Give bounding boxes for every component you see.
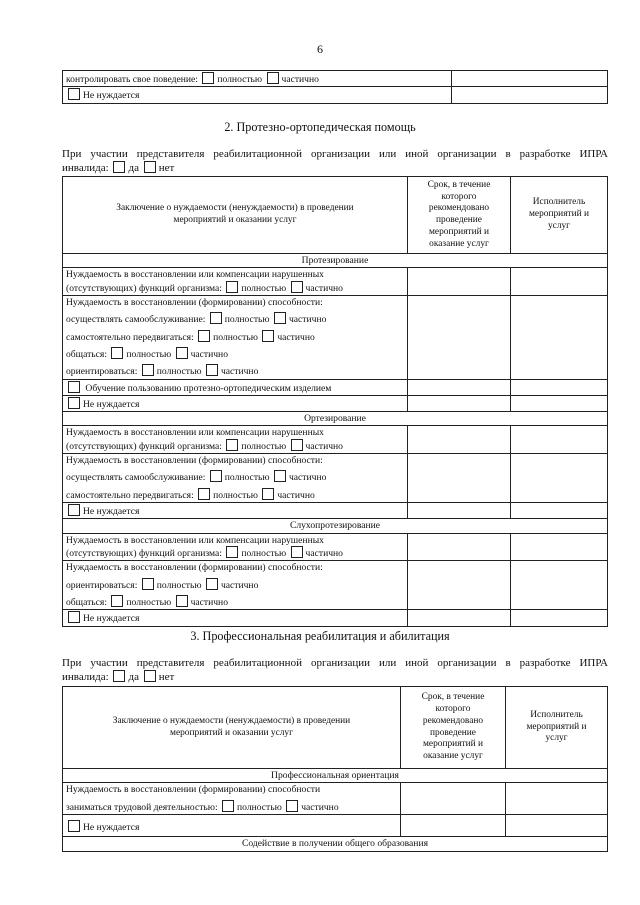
training-label: Обучение пользованию протезно-ортопедическим изделием [85, 382, 332, 394]
training-checkbox[interactable] [68, 381, 80, 393]
header-row [63, 687, 608, 769]
partial-label: частично [305, 282, 343, 294]
section2-intro-line1: При участии представителя реабилитационной организации или иной организации в разработке ИПРА [62, 148, 608, 160]
not-needed-checkbox[interactable] [68, 397, 80, 409]
header-executor-text: Исполнитель мероприятий и услуг [529, 197, 589, 231]
section3-heading: 3. Профессиональная реабилитация и абилитация [190, 629, 450, 643]
table-row [63, 503, 608, 519]
full-label: полностью [213, 331, 258, 343]
header-term [401, 687, 506, 769]
compensation-line2: (отсутствующих) функций организма: [66, 282, 222, 294]
partial-checkbox[interactable] [291, 439, 303, 451]
self-service-label: осуществлять самообслуживание: [66, 472, 206, 484]
not-needed-cell [63, 610, 408, 626]
table-row [63, 561, 608, 610]
yes-label: да [128, 162, 139, 175]
header-executor [506, 687, 608, 769]
not-needed-label: Не нуждается [83, 613, 140, 625]
partial-label: частично [281, 74, 319, 85]
training-cell [63, 379, 408, 395]
partial-label: частично [305, 547, 343, 559]
empty-cell [408, 268, 511, 296]
table-row [63, 395, 608, 411]
empty-cell [401, 814, 506, 836]
empty-cell [408, 533, 511, 561]
not-needed-checkbox[interactable] [68, 88, 80, 100]
partial-checkbox[interactable] [176, 595, 188, 607]
partial-label: частично [190, 348, 228, 360]
table-row [63, 295, 608, 379]
abilities-line1: Нуждаемость в восстановлении (формировании) способности: [66, 296, 323, 308]
header-conclusion [63, 687, 401, 769]
full-checkbox[interactable] [111, 595, 123, 607]
partial-label: частично [220, 366, 259, 378]
section2-intro-line2: инвалида: [62, 162, 109, 175]
subsection-row [63, 837, 608, 851]
no-label: нет [158, 162, 175, 175]
self-service-label: осуществлять самообслуживание: [66, 314, 206, 326]
partial-checkbox[interactable] [291, 546, 303, 558]
orthotics-abilities-cell [63, 454, 408, 503]
full-checkbox[interactable] [142, 364, 154, 376]
partial-checkbox[interactable] [274, 312, 286, 324]
partial-checkbox[interactable] [176, 347, 188, 359]
full-label: полностью [217, 74, 263, 85]
compensation-line2: (отсутствующих) функций организма: [66, 547, 222, 559]
hearing-title: Слухопротезирование [63, 519, 608, 533]
abilities-line1: Нуждаемость в восстановлении (формировании) способности: [66, 562, 323, 574]
empty-cell [452, 71, 608, 87]
full-checkbox[interactable] [222, 800, 234, 812]
behavior-label: контролировать свое поведение: [66, 74, 198, 85]
not-needed-label: Не нуждается [83, 821, 140, 833]
empty-cell [408, 295, 511, 379]
full-label: полностью [156, 366, 202, 378]
partial-checkbox[interactable] [262, 330, 274, 342]
behavior-cell [63, 71, 452, 87]
header-executor-text: Исполнитель мероприятий и услуг [526, 709, 587, 744]
partial-label: частично [277, 489, 315, 501]
abilities-line1: Нуждаемость в восстановлении (формировании) способности: [66, 455, 323, 467]
partial-label: частично [301, 801, 339, 813]
full-label: полностью [224, 472, 270, 484]
labor-label: заниматься трудовой деятельностью: [66, 801, 218, 813]
no-checkbox[interactable] [144, 161, 156, 173]
section3-intro [62, 657, 608, 685]
table-row [63, 87, 608, 103]
table-row [63, 426, 608, 454]
partial-label: частично [288, 314, 327, 326]
section2-intro [62, 148, 608, 176]
abilities-line1: Нуждаемость в восстановлении (формировании) способности [66, 784, 321, 796]
header-conclusion-text: Заключение о нуждаемости (ненуждаемости) в проведении мероприятий и оказании услуг [116, 203, 354, 225]
full-label: полностью [241, 282, 287, 294]
labor-cell [63, 783, 401, 815]
empty-cell [511, 533, 608, 561]
not-needed-checkbox[interactable] [68, 611, 80, 623]
table-row [63, 268, 608, 296]
empty-cell [408, 561, 511, 610]
not-needed-label: Не нуждается [83, 506, 140, 517]
full-checkbox[interactable] [198, 488, 210, 500]
empty-cell [408, 395, 511, 411]
empty-cell [511, 379, 608, 395]
compensation-line2: (отсутствующих) функций организма: [66, 440, 222, 452]
not-needed-checkbox[interactable] [68, 504, 80, 516]
compensation-line1: Нуждаемость в восстановлении или компенсации нарушенных [66, 269, 324, 281]
empty-cell [511, 395, 608, 411]
hearing-abilities-cell [63, 561, 408, 610]
move-label: самостоятельно передвигаться: [66, 331, 194, 343]
full-label: полностью [156, 579, 202, 591]
partial-checkbox[interactable] [274, 470, 286, 482]
empty-cell [511, 561, 608, 610]
not-needed-cell [63, 503, 408, 519]
full-label: полностью [241, 547, 287, 559]
yes-label: да [128, 671, 139, 684]
empty-cell [506, 783, 608, 815]
section2-heading: 2. Протезно-ортопедическая помощь [224, 120, 416, 134]
partial-label: частично [277, 331, 315, 343]
section3-intro-line2: инвалида: [62, 671, 109, 684]
prosthetics-abilities-cell [63, 295, 408, 379]
full-checkbox[interactable] [226, 281, 238, 293]
full-label: полностью [224, 314, 270, 326]
header-executor [511, 177, 608, 254]
prosthetics-compensation-cell [63, 268, 408, 296]
partial-checkbox[interactable] [291, 281, 303, 293]
header-term [408, 177, 511, 254]
full-checkbox[interactable] [226, 546, 238, 558]
empty-cell [408, 610, 511, 626]
communicate-label: общаться: [66, 596, 107, 608]
subsection-row [63, 769, 608, 783]
communicate-label: общаться: [66, 348, 107, 360]
orthotics-title: Ортезирование [63, 412, 608, 426]
full-label: полностью [237, 801, 282, 813]
not-needed-cell [63, 814, 401, 836]
section2-table [62, 176, 608, 627]
no-checkbox[interactable] [144, 670, 156, 682]
partial-label: частично [305, 440, 343, 452]
compensation-line1: Нуждаемость в восстановлении или компенсации нарушенных [66, 427, 324, 439]
subsection-row [63, 412, 608, 426]
empty-cell [408, 454, 511, 503]
not-needed-label: Не нуждается [83, 398, 140, 410]
full-checkbox[interactable] [142, 578, 154, 590]
header-term-text: Срок, в течение которого рекомендовано проведение мероприятий и оказание услуг [427, 179, 491, 249]
page-number: 6 [317, 42, 323, 56]
compensation-line1: Нуждаемость в восстановлении или компенсации нарушенных [66, 534, 324, 546]
orientation-title: Профессиональная ориентация [63, 769, 608, 783]
subsection-row [63, 254, 608, 268]
full-checkbox[interactable] [226, 439, 238, 451]
table-row [63, 533, 608, 561]
orthotics-compensation-cell [63, 426, 408, 454]
partial-checkbox[interactable] [286, 800, 298, 812]
yes-checkbox[interactable] [113, 670, 125, 682]
education-title: Содействие в получении общего образования [63, 837, 608, 851]
full-checkbox[interactable] [198, 330, 210, 342]
subsection-row [63, 519, 608, 533]
full-checkbox[interactable] [202, 72, 214, 84]
empty-cell [506, 814, 608, 836]
table-row [63, 814, 608, 836]
empty-cell [408, 426, 511, 454]
partial-label: частично [190, 596, 228, 608]
partial-label: частично [220, 579, 259, 591]
move-label: самостоятельно передвигаться: [66, 489, 194, 501]
header-conclusion-text: Заключение о нуждаемости (ненуждаемости) в проведении мероприятий и оказании услуг [112, 715, 351, 738]
empty-cell [452, 87, 608, 103]
empty-cell [408, 503, 511, 519]
not-needed-checkbox[interactable] [68, 820, 80, 832]
section3-intro-line1: При участии представителя реабилитационной организации или иной организации в разработке ИПРА [62, 657, 608, 669]
empty-cell [511, 454, 608, 503]
orient-label: ориентироваться: [66, 366, 138, 378]
full-label: полностью [126, 348, 172, 360]
not-needed-label: Не нуждается [83, 90, 140, 102]
partial-checkbox[interactable] [206, 364, 218, 376]
table-row [63, 783, 608, 815]
table-row [63, 379, 608, 395]
empty-cell [408, 379, 511, 395]
full-checkbox[interactable] [111, 347, 123, 359]
table-row [63, 71, 608, 87]
table-row [63, 610, 608, 626]
not-needed-cell [63, 395, 408, 411]
orient-label: ориентироваться: [66, 579, 138, 591]
empty-cell [511, 503, 608, 519]
section3-table [62, 686, 608, 852]
empty-cell [511, 295, 608, 379]
empty-cell [511, 268, 608, 296]
top-table [62, 70, 608, 104]
full-label: полностью [213, 489, 258, 501]
partial-label: частично [288, 472, 327, 484]
yes-checkbox[interactable] [113, 161, 125, 173]
header-conclusion [63, 177, 408, 254]
header-term-text: Срок, в течение которого рекомендовано проведение мероприятий и оказание услуг [421, 692, 485, 761]
full-label: полностью [126, 596, 172, 608]
prosthetics-title: Протезирование [63, 254, 608, 268]
empty-cell [511, 426, 608, 454]
full-label: полностью [241, 440, 287, 452]
full-checkbox[interactable] [210, 312, 222, 324]
partial-checkbox[interactable] [262, 488, 274, 500]
table-row [63, 454, 608, 503]
no-label: нет [158, 671, 175, 684]
partial-checkbox[interactable] [267, 72, 279, 84]
partial-checkbox[interactable] [206, 578, 218, 590]
hearing-compensation-cell [63, 533, 408, 561]
empty-cell [511, 610, 608, 626]
header-row [63, 177, 608, 254]
full-checkbox[interactable] [210, 470, 222, 482]
not-needed-cell [63, 87, 452, 103]
empty-cell [401, 783, 506, 815]
